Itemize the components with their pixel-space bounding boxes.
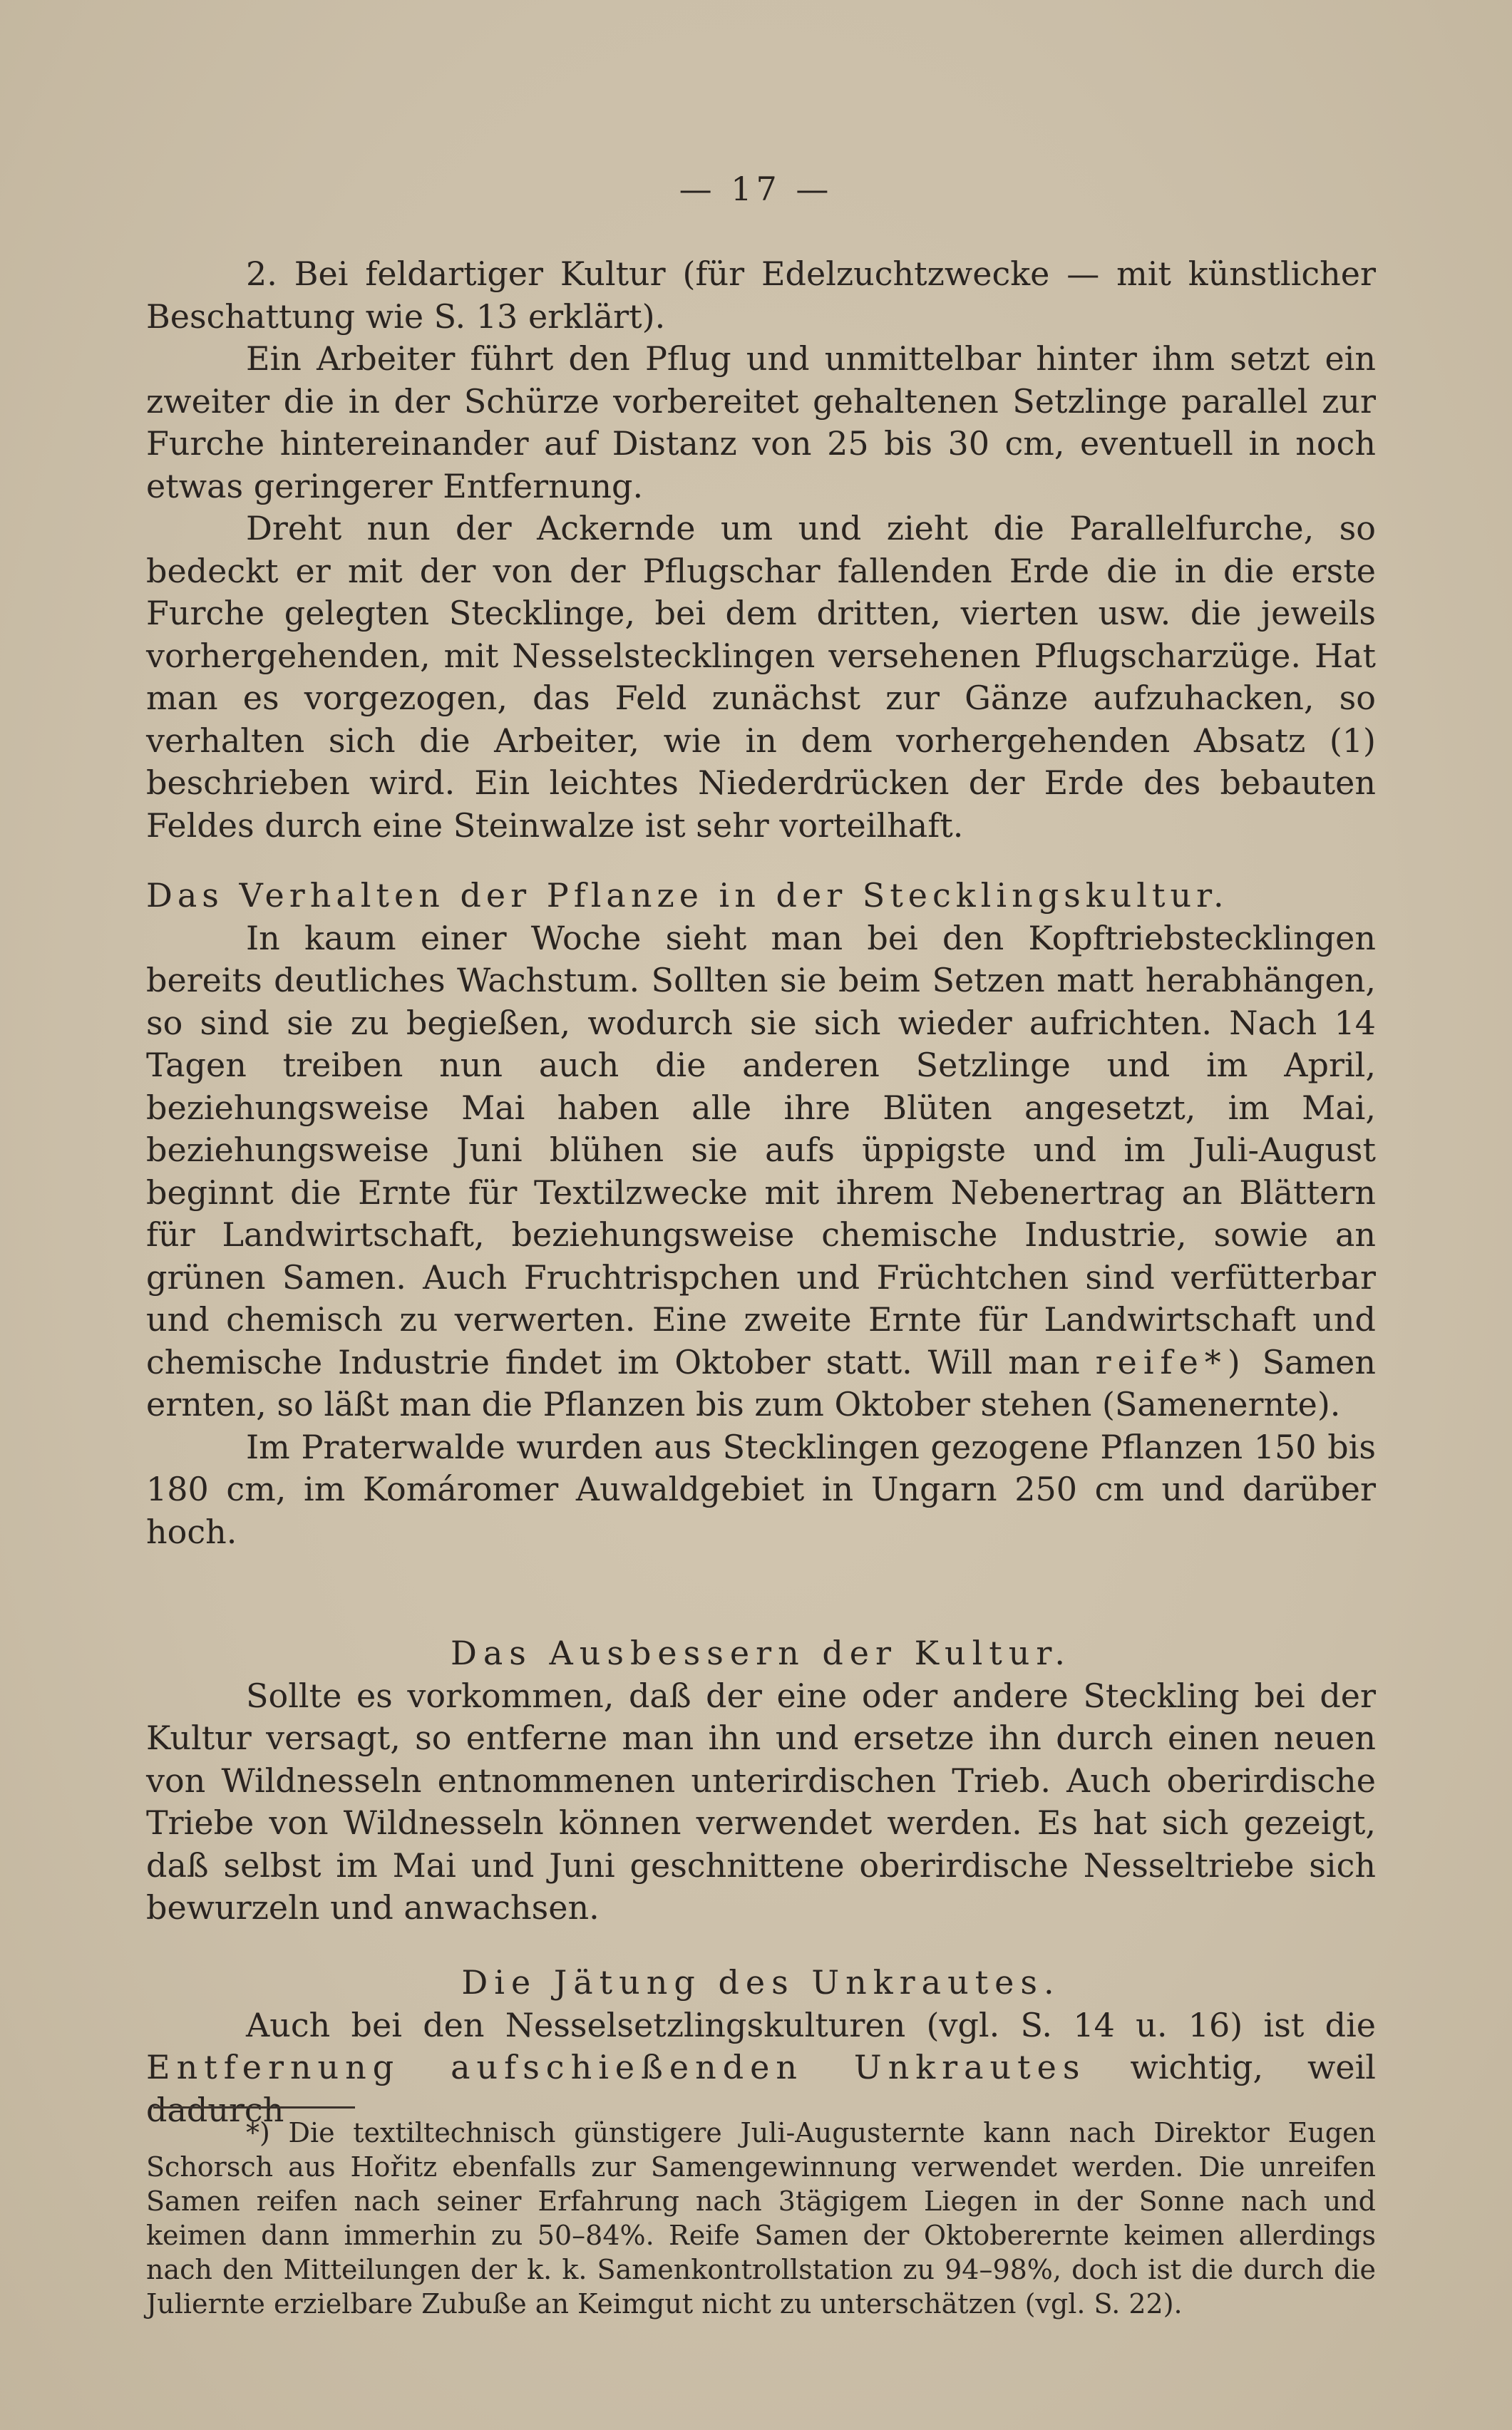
paragraph-plough-planting: Ein Arbeiter führt den Pflug und unmittelbar hinter ihm setzt ein zweiter die in der Schürze vorbereitet gehaltenen Setzlinge parallel zur Furche hintereinander auf Distanz von 25 bis 30 cm, eventuell in noch etwas geringerer Entfernung. [146,339,1376,505]
footnote [146,2116,1376,2321]
footnote-rule [153,2106,355,2109]
footnote-text: *) Die textiltechnisch günstigere Juli-Augusternte kann nach Direktor Eugen Schorsch aus Hořitz ebenfalls zur Samengewinnung verwendet werden. Die unreifen Samen reifen nach seiner Erfahrung nach 3tägigem Liegen in der Sonne nach und keimen dann immerhin zu 50–84%. Reife Samen der Oktoberernte keimen allerdings nach den Mitteilungen der k. k. Samenkontrollstation zu 94–98%, doch ist die durch die Juliernte erzielbare Zubuße an Keimgut nicht zu unterschätzen (vgl. S. 22). [146,2117,1376,2320]
paragraph-parallel-furrow: Dreht nun der Ackernde um und zieht die Parallelfurche, so bedeckt er mit der von der Pflugschar fallenden Erde die in die erste Furche gelegten Stecklinge, bei dem dritten, vierten usw. die jeweils vorhergehenden, mit Nesselstecklingen versehenen Pflugscharzüge. Hat man es vorgezogen, das Feld zunächst zur Gänze aufzuhacken, so verhalten sich die Arbeiter, wie in dem vorhergehenden Absatz (1) beschrieben wird. Ein leichtes Niederdrücken der Erde des bebauten Feldes durch eine Steinwalze ist sehr vorteilhaft. [146,509,1376,845]
paragraph-growth [146,917,1376,1426]
paragraph-repair: Sollte es vorkommen, daß der eine oder andere Steckling bei der Kultur versagt, so entferne man ihn und ersetze ihn durch einen neuen von Wildnesseln entnommenen unterirdischen Trieb. Auch oberirdische Triebe von Wildnesseln können verwendet werden. Es hat sich gezeigt, daß selbst im Mai und Juni geschnittene oberirdische Nesseltriebe sich bewurzeln und anwachsen. [146,1676,1376,1927]
page-number: — 17 — [679,170,833,208]
section-field-culture [146,253,1376,847]
heading-repair: Das Ausbessern der Kultur. [451,1634,1071,1672]
seed-text-start: Will man [927,1342,1080,1381]
weeding-text-start: Auch bei den Nesselsetzlingskulturen (vgl. S. 14 u. 16) ist die [246,2005,1376,2044]
weeding-emphasis: Entfernung aufschießenden Unkrautes [146,2048,1086,2086]
seed-emphasis: reife*) [1095,1342,1247,1381]
section-repair [146,1632,1376,1930]
paragraph-weeding [146,2004,1376,2132]
paragraph-plant-height: Im Praterwalde wurden aus Stecklingen gezogene Pflanzen 150 bis 180 cm, im Komáromer Auwaldgebiet in Ungarn 250 cm und darüber hoch. [146,1427,1376,1551]
section-plant-behaviour [146,875,1376,1553]
heading-plant-behaviour: Das Verhalten der Pflanze in der Stecklingskultur. [146,876,1229,915]
growth-text: In kaum einer Woche sieht man bei den Kopftriebstecklingen bereits deutliches Wachstum. Sollten sie beim Setzen matt herabhängen, so sind sie zu begießen, wodurch sie sich wieder aufrichten. Nach 14 Tagen treiben nun auch die anderen Setzlinge und im April, beziehungsweise Mai haben alle ihre Blüten angesetzt, im Mai, beziehungsweise Juni blühen sie aufs üppigste und im Juli-August beginnt die Ernte für Textilzwecke mit ihrem Nebenertrag an Blättern für Landwirtschaft, beziehungsweise chemische Industrie, sowie an grünen Samen. Auch Fruchtrispchen und Früchtchen sind verfütterbar und chemisch zu verwerten. Eine zweite Ernte für Landwirtschaft und chemische Industrie findet im Oktober statt. [146,918,1376,1381]
paragraph-field-culture-title: 2. Bei feldartiger Kultur (für Edelzuchtzwecke — mit künstlicher Beschattung wie S. 13 erklärt). [146,254,1376,336]
seed-text-end: Samen ernten, so läßt man die Pflanzen bis zum Oktober stehen (Samenernte). [146,1342,1377,1423]
heading-weeding: Die Jätung des Unkrautes. [461,1963,1061,2002]
weeding-text-end: wichtig, weil dadurch [146,2048,1377,2129]
